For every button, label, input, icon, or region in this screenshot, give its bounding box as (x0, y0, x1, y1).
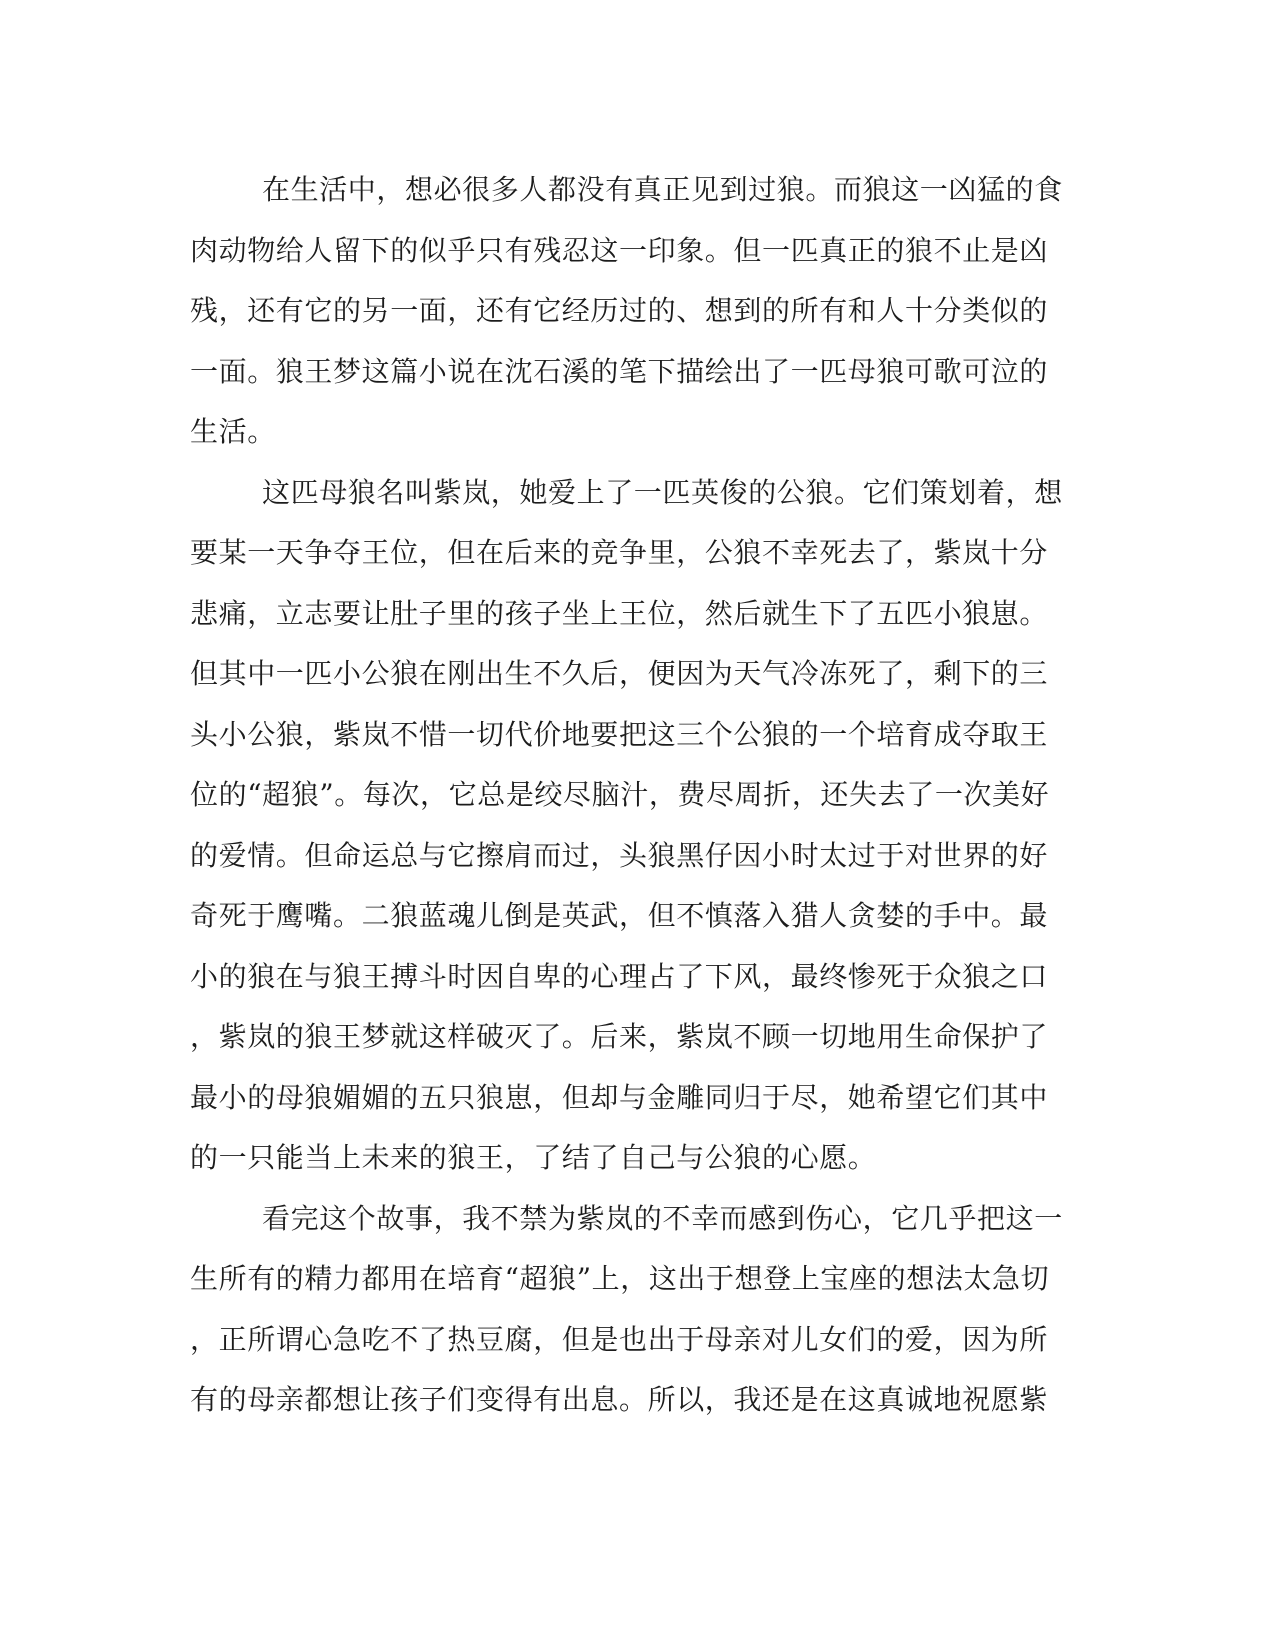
text-line: 要某一天争夺王位，但在后来的竞争里，公狼不幸死去了，紫岚十分 (190, 536, 1049, 569)
text-line: 生所有的精力都用在培育“超狼”上，这出于想登上宝座的想法太急切 (190, 1262, 1050, 1295)
paragraph-2 (190, 463, 1075, 1189)
text-line: 看完这个故事，我不禁为紫岚的不幸而感到伤心，它几乎把这一 (262, 1201, 1063, 1235)
text-line: 头小公狼，紫岚不惜一切代价地要把这三个公狼的一个培育成夺取王 (190, 717, 1049, 751)
text-line: ，正所谓心急吃不了热豆腐，但是也出于母亲对儿女们的爱，因为所 (190, 1322, 1049, 1356)
text-line: 生活。 (190, 415, 276, 448)
text-line: 残，还有它的另一面，还有它经历过的、想到的所有和人十分类似的 (190, 294, 1049, 327)
text-line: 小的狼在与狼王搏斗时因自卑的心理占了下风，最终惨死于众狼之口 (190, 959, 1049, 993)
text-line: 奇死于鹰嘴。二狼蓝魂儿倒是英武，但不慎落入猎人贪婪的手中。最 (190, 899, 1049, 932)
text-line: 有的母亲都想让孩子们变得有出息。所以，我还是在这真诚地祝愿紫 (190, 1383, 1049, 1416)
text-line: 位的“超狼”。每次，它总是绞尽脑汁，费尽周折，还失去了一次美好 (190, 778, 1050, 811)
body-text (190, 160, 1075, 1431)
text-line: 的一只能当上未来的狼王，了结了自己与公狼的心愿。 (190, 1141, 877, 1174)
text-line: 肉动物给人留下的似乎只有残忍这一印象。但一匹真正的狼不止是凶 (190, 233, 1049, 267)
text-line: ，紫岚的狼王梦就这样破灭了。后来，紫岚不顾一切地用生命保护了 (190, 1020, 1049, 1053)
text-line: 这匹母狼名叫紫岚，她爱上了一匹英俊的公狼。它们策划着，想 (262, 475, 1063, 509)
text-line: 但其中一匹小公狼在刚出生不久后，便因为天气冷冻死了，剩下的三 (190, 657, 1049, 690)
text-line: 最小的母狼媚媚的五只狼崽，但却与金雕同归于尽，她希望它们其中 (190, 1080, 1049, 1114)
text-line: 的爱情。但命运总与它擦肩而过，头狼黑仔因小时太过于对世界的好 (190, 838, 1049, 872)
paragraph-1 (190, 160, 1075, 463)
text-line: 悲痛，立志要让肚子里的孩子坐上王位，然后就生下了五匹小狼崽。 (190, 596, 1049, 630)
text-line: 一面。狼王梦这篇小说在沈石溪的笔下描绘出了一匹母狼可歌可泣的 (190, 354, 1049, 388)
paragraph-3 (190, 1189, 1075, 1431)
text-line: 在生活中，想必很多人都没有真正见到过狼。而狼这一凶猛的食 (262, 173, 1063, 206)
